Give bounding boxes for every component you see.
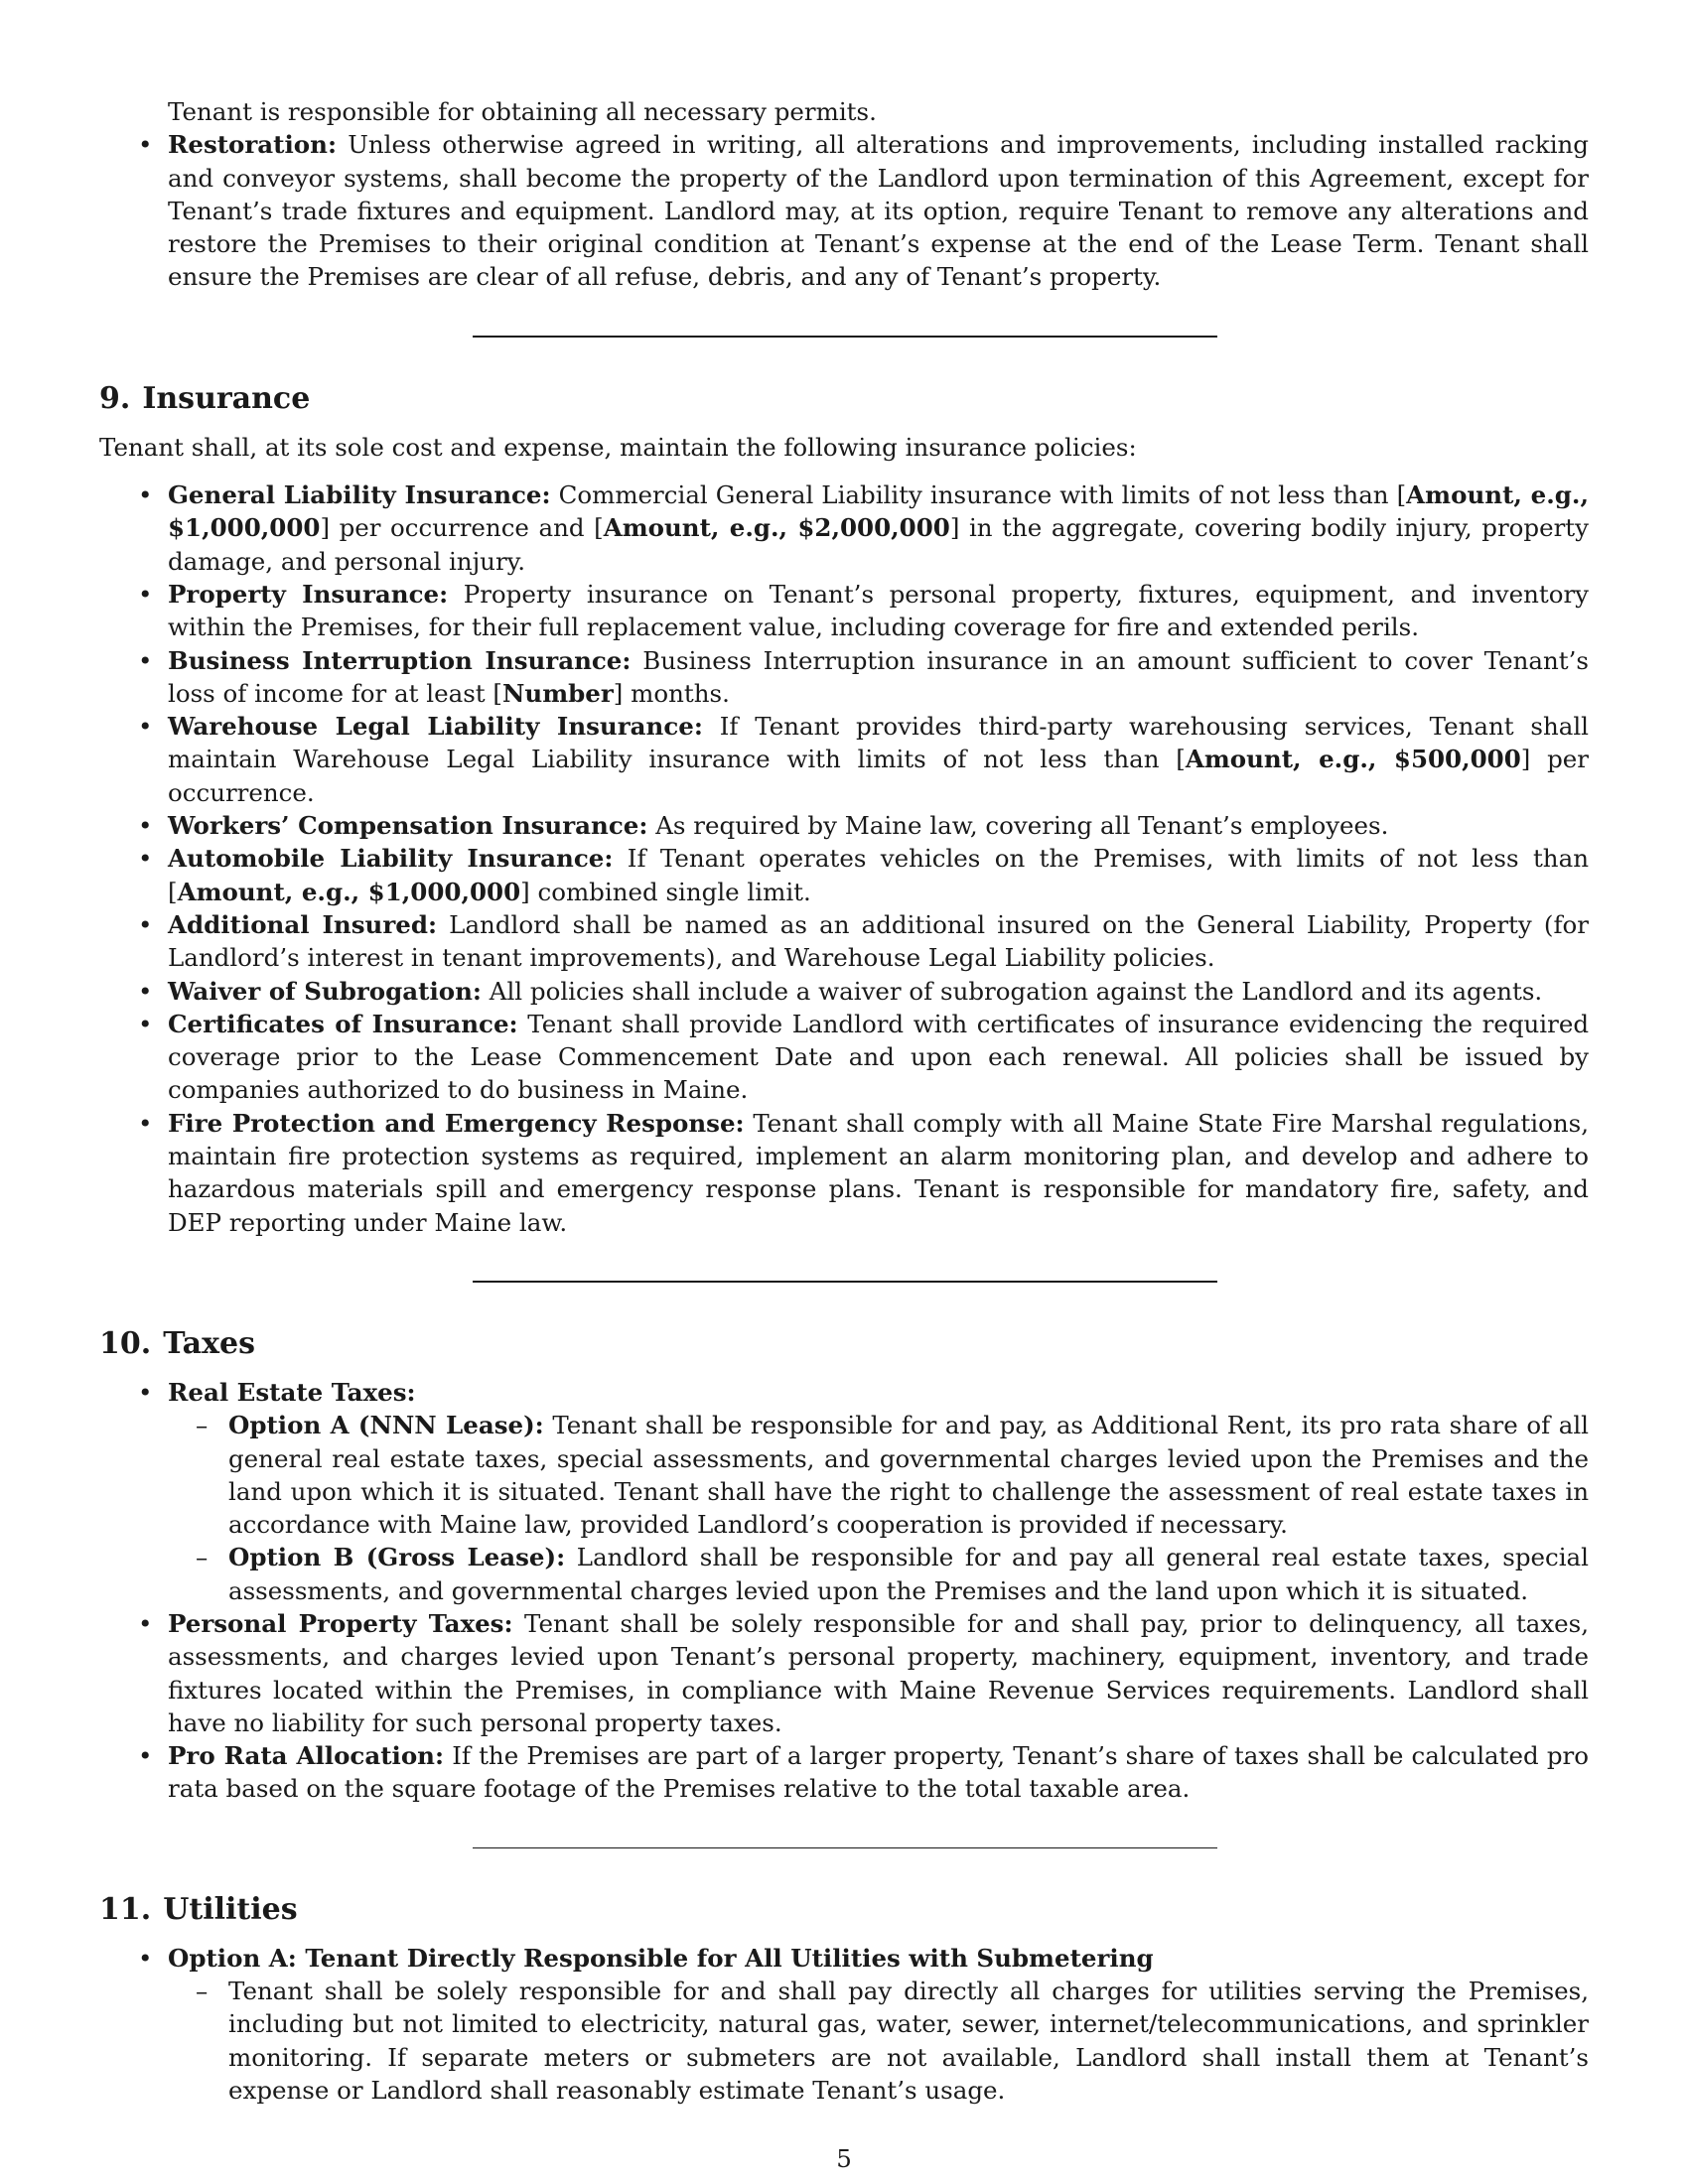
continuation-text: Tenant is responsible for obtaining all necessary permits. <box>168 97 877 126</box>
sub-item-option-a: – Option A (NNN Lease): Tenant shall be responsible for and pay, as Additional Rent, its pro rata share of all general real estate taxes, special assessments, and governmental charges levied upon the Premises and the land upon which it is situated. Tenant shall have the right to challenge the assessment of real estate taxes in accordance with Maine law, provided Landlord’s cooperation is provided if necessary. <box>168 1409 1589 1541</box>
item-text: Unless otherwise agreed in writing, all alterations and improvements, including installed racking and conveyor systems, shall become the property of the Landlord upon termination of this Agreement, except for Tenant’s trade fixtures and equipment. Landlord may, at its option, require Tenant to remove any alterations and restore the Premises to their original condition at Tenant’s expense at the end of the Lease Term. Tenant shall ensure the Premises are clear of all refuse, debris, and any of Tenant’s property. <box>168 130 1589 292</box>
list-item-personal-property-taxes: • Personal Property Taxes: Tenant shall be solely responsible for and shall pay, prior to delinquency, all taxes, assessments, and charges levied upon Tenant’s personal property, machinery, equipment, inventory, and trade fixtures located within the Premises, in compliance with Maine Revenue Services requirements. Landlord shall have no liability for such personal property taxes. <box>99 1607 1589 1739</box>
list-item-general-liability: • General Liability Insurance: Commercial General Liability insurance with limits of not less than [Amount, e.g., $1,000,000] per occurrence and [Amount, e.g., $2,000,000] in the aggregate, covering bodily injury, property damage, and personal injury. <box>99 478 1589 578</box>
list-item-fire-protection: • Fire Protection and Emergency Response: Tenant shall comply with all Maine State Fire Marshal regulations, maintain fire protection systems as required, implement an alarm monitoring plan, and develop and adhere to hazardous materials spill and emergency response plans. Tenant is responsible for mandatory fire, safety, and DEP reporting under Maine law. <box>99 1107 1589 1239</box>
document-page <box>99 95 1589 2107</box>
list-item-certificates-of-insurance: • Certificates of Insurance: Tenant shall provide Landlord with certificates of insurance evidencing the required coverage prior to the Lease Commencement Date and upon each renewal. All policies shall be issued by companies authorized to do business in Maine. <box>99 1008 1589 1107</box>
section-heading-taxes: 10. Taxes <box>99 1325 255 1361</box>
list-item-waiver-of-subrogation: • Waiver of Subrogation: All policies shall include a waiver of subrogation against the Landlord and its agents. <box>99 975 1589 1008</box>
section-heading-insurance: 9. Insurance <box>99 380 311 416</box>
real-estate-options <box>99 1409 1589 1607</box>
section-heading-utilities: 11. Utilities <box>99 1891 298 1927</box>
list-item-pro-rata-allocation: • Pro Rata Allocation: If the Premises are part of a larger property, Tenant’s share of taxes shall be calculated pro rata based on the square footage of the Premises relative to the total taxable area. <box>99 1739 1589 1806</box>
list-item-workers-compensation: • Workers’ Compensation Insurance: As required by Maine law, covering all Tenant’s employees. <box>99 809 1589 842</box>
section-divider <box>473 1847 1217 1848</box>
utilities-list <box>99 1942 1589 2107</box>
section-divider <box>473 1281 1217 1283</box>
sub-item-utilities-option-a: – Tenant shall be solely responsible for and shall pay directly all charges for utilities serving the Premises, including but not limited to electricity, natural gas, water, sewer, internet/telecommunications, and sprinkler monitoring. If separate meters or submeters are not available, Landlord shall install them at Tenant’s expense or Landlord shall reasonably estimate Tenant’s usage. <box>168 1975 1589 2107</box>
list-item-additional-insured: • Additional Insured: Landlord shall be named as an additional insured on the General Liability, Property (for Landlord’s interest in tenant improvements), and Warehouse Legal Liability policies. <box>99 908 1589 975</box>
list-item-utilities-option-a: • Option A: Tenant Directly Responsible for All Utilities with Submetering – Tenant shall be solely responsible for and shall pay directly all charges for utilities serving the Premises, including but not limited to electricity, natural gas, water, sewer, internet/telecommunications, and sprinkler monitoring. If separate meters or submeters are not available, Landlord shall install them at Tenant’s expense or Landlord shall reasonably estimate Tenant’s usage. <box>99 1942 1589 2107</box>
insurance-intro: Tenant shall, at its sole cost and expense, maintain the following insurance policies: <box>99 432 1137 462</box>
list-item-business-interruption: • Business Interruption Insurance: Business Interruption insurance in an amount sufficient to cover Tenant’s loss of income for at least [Number] months. <box>99 644 1589 711</box>
sub-item-option-b: – Option B (Gross Lease): Landlord shall be responsible for and pay all general real estate taxes, special assessments, and governmental charges levied upon the Premises and the land upon which it is situated. <box>168 1541 1589 1607</box>
page-number: 5 <box>836 2144 852 2173</box>
list-item-warehouse-legal-liability: • Warehouse Legal Liability Insurance: If Tenant provides third-party warehousing services, Tenant shall maintain Warehouse Legal Liability insurance with limits of not less than [Amount, e.g., $500,000] per occurrence. <box>99 710 1589 809</box>
utilities-option-a-sublist <box>99 1975 1589 2107</box>
list-item-restoration <box>99 128 1589 293</box>
list-item-real-estate-taxes: • Real Estate Taxes: – Option A (NNN Lease): Tenant shall be responsible for and pay, as Additional Rent, its pro rata share of all general real estate taxes, special assessments, and governmental charges levied upon the Premises and the land upon which it is situated. Tenant shall have the right to challenge the assessment of real estate taxes in accordance with Maine law, provided Landlord’s cooperation is provided if necessary. – Option B (Gross Lease): Landlord shall be responsible for and pay all general real estate taxes, special assessments, and governmental charges levied upon the Premises and the land upon which it is situated. <box>99 1376 1589 1607</box>
insurance-list <box>99 478 1589 1239</box>
list-item-property-insurance: • Property Insurance: Property insurance on Tenant’s personal property, fixtures, equipment, and inventory within the Premises, for their full replacement value, including coverage for fire and extended perils. <box>99 578 1589 644</box>
item-label: Restoration: <box>168 130 338 160</box>
restoration-list <box>99 128 1589 293</box>
taxes-list <box>99 1376 1589 1806</box>
section-divider <box>473 336 1217 338</box>
list-item-automobile-liability: • Automobile Liability Insurance: If Tenant operates vehicles on the Premises, with limits of not less than [Amount, e.g., $1,000,000] combined single limit. <box>99 842 1589 908</box>
